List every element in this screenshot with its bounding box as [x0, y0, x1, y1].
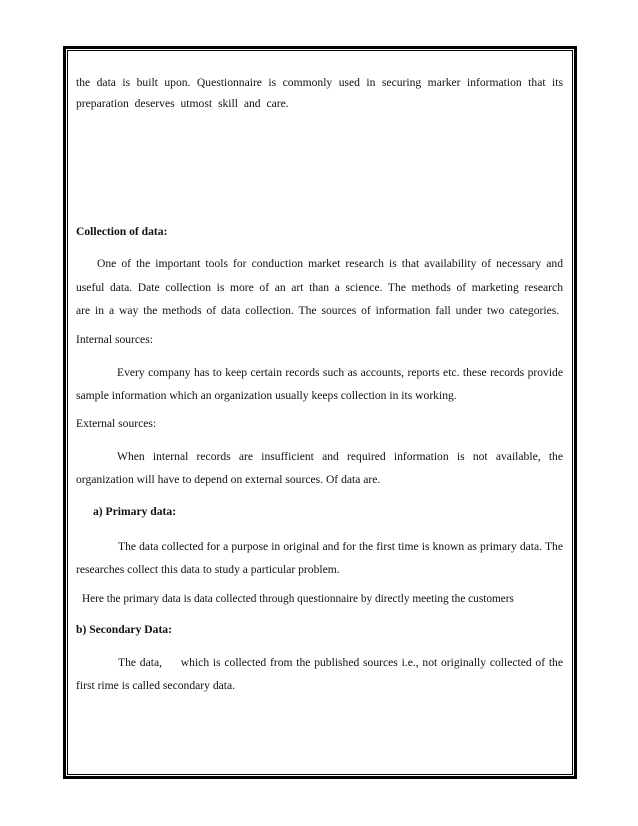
internal-sources-label: Internal sources: [76, 332, 153, 346]
document-body [76, 72, 566, 697]
secondary-data-paragraph: The data, which is collected from the published sources i.e., not originally collected of the first rime is called secondary data. [76, 655, 566, 692]
intro-paragraph: the data is built upon. Questionnaire is commonly used in securing marker information that its preparation deserves utmost skill and care. [76, 76, 563, 110]
external-sources-label: External sources: [76, 416, 157, 430]
primary-data-note: Here the primary data is data collected through questionnaire by directly meeting the customers [82, 592, 514, 605]
external-sources-paragraph: When internal records are insufficient and required information is not available, the organization will have to depend on external sources. Of data are. [76, 449, 563, 486]
collection-paragraph: One of the important tools for conduction market research is that availability of necessary and useful data. Date collection is more of an art than a science. The methods of marketing research are in a way the methods of data collection. The sources of information fall under two categories. [76, 257, 563, 317]
primary-data-heading: a) Primary data: [93, 504, 177, 518]
secondary-data-heading: b) Secondary Data: [76, 622, 172, 636]
internal-sources-paragraph: Every company has to keep certain records such as accounts, reports etc. these records provide sample information which an organization usually keeps collection in its working. [76, 365, 563, 402]
primary-data-paragraph: The data collected for a purpose in original and for the first time is known as primary data. The researches collect this data to study a particular problem. [76, 539, 563, 576]
collection-heading: Collection of data: [76, 225, 168, 238]
